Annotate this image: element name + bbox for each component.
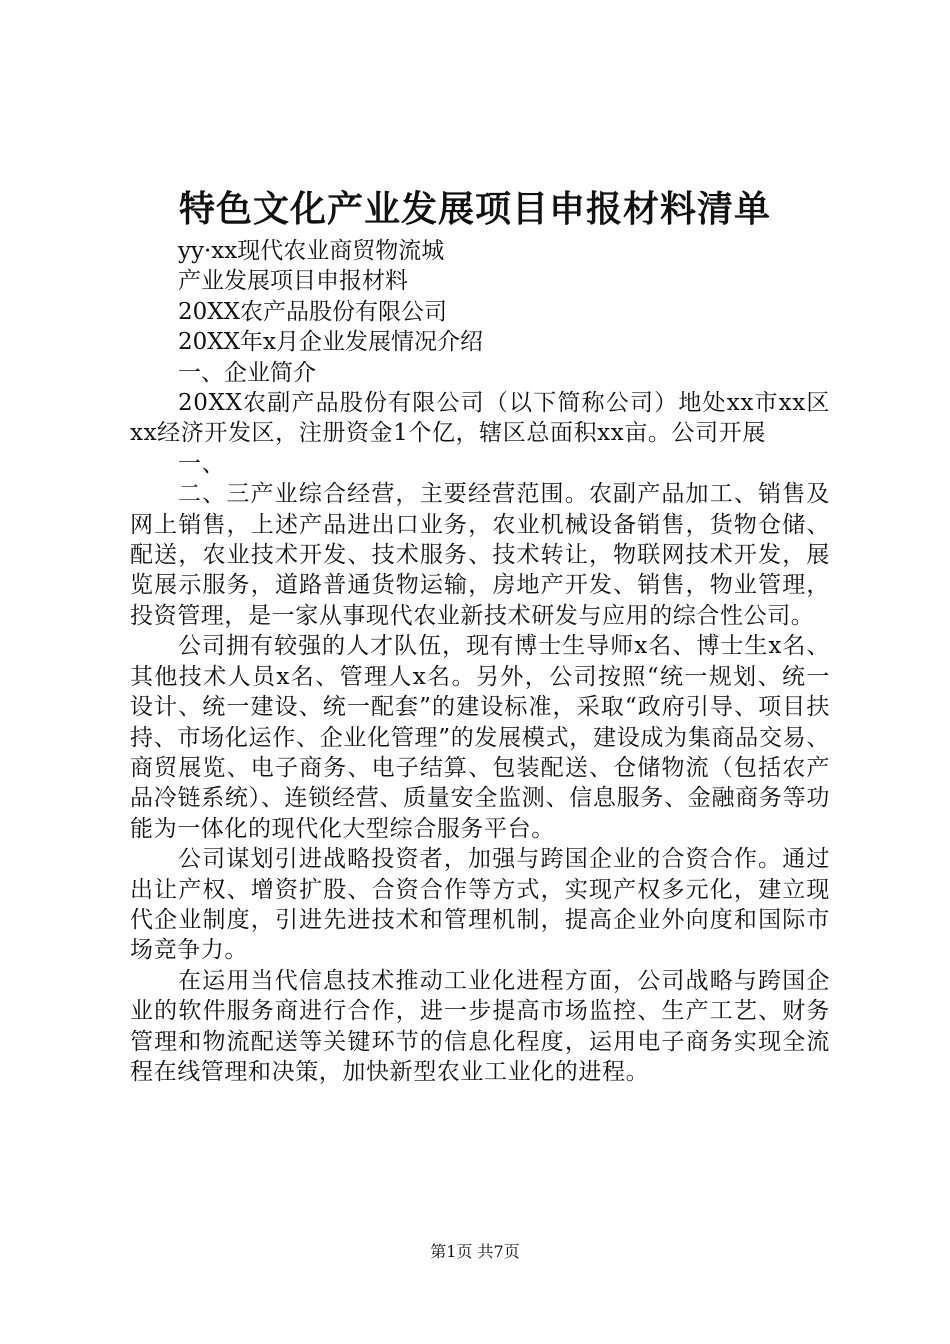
header-line-company: 20XX农产品股份有限公司 bbox=[178, 298, 448, 325]
page-number-footer: 第1页 共7页 bbox=[430, 1242, 520, 1261]
paragraph-business-scope: 二、三产业综合经营，主要经营范围。农副产品加工、销售及网上销售，上述产品进出口业务，农业机械设备销售，货物仓储、配送，农业技术开发、技术服务、技术转让，物联网技术开发，展览展示服务，道路普通货物运输，房地产开发、销售，物业管理，投资管理，是一家从事现代农业新技术研发与应用的综合性公司。 bbox=[130, 481, 830, 629]
paragraph-list-marker: 一、 bbox=[178, 450, 226, 477]
header-line-material-type: 产业发展项目申报材料 bbox=[178, 268, 408, 295]
header-line-project-name: yy·xx现代农业商贸物流城 bbox=[178, 238, 445, 264]
paragraph-strategic-investment: 公司谋划引进战略投资者，加强与跨国企业的合资合作。通过出让产权、增资扩股、合资合作等方式，实现产权多元化，建立现代企业制度，引进先进技术和管理机制，提高企业外向度和国际市场竞争力。 bbox=[130, 846, 830, 964]
document-body bbox=[130, 236, 830, 1087]
paragraph-talent-team: 公司拥有较强的人才队伍，现有博士生导师x名、博士生x名、其他技术人员x名、管理人x名。另外，公司按照“统一规划、统一设计、统一建设、统一配套”的建设标准，采取“政府引导、项目扶持、市场化运作、企业化管理”的发展模式，建设成为集商品交易、商贸展览、电子商务、电子结算、包装配送、仓储物流（包括农产品冷链系统）、连锁经营、质量安全监测、信息服务、金融商务等功能为一体化的现代化大型综合服务平台。 bbox=[130, 633, 830, 842]
header-line-report-date: 20XX年x月企业发展情况介绍 bbox=[178, 329, 483, 356]
document-title: 特色文化产业发展项目申报材料清单 bbox=[178, 189, 771, 230]
paragraph-company-overview: 20XX农副产品股份有限公司（以下简称公司）地处xx市xx区xx经济开发区，注册资金1个亿，辖区总面积xx亩。公司开展 bbox=[130, 390, 830, 447]
paragraph-informatization: 在运用当代信息技术推动工业化进程方面，公司战略与跨国企业的软件服务商进行合作，进一步提高市场监控、生产工艺、财务管理和物流配送等关键环节的信息化程度，运用电子商务实现全流程在线管理和决策，加快新型农业工业化的进程。 bbox=[130, 967, 830, 1085]
section-heading-company-intro: 一、企业简介 bbox=[178, 359, 316, 386]
